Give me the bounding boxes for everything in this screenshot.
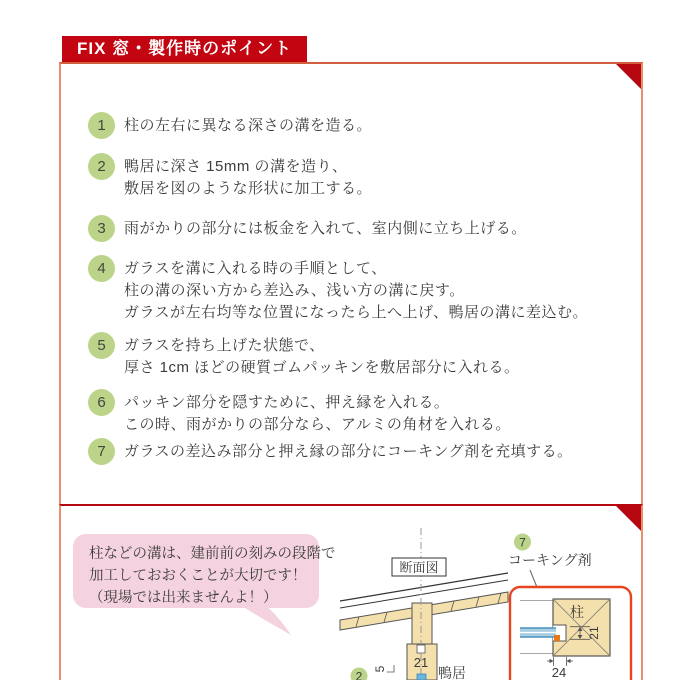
points-panel	[59, 62, 643, 504]
step-7-num: 7	[519, 535, 526, 550]
step-2-num: 2	[355, 669, 363, 680]
kamoi-label: 鴨居	[438, 665, 466, 680]
step-number-badge: 1	[88, 112, 115, 139]
step-text	[124, 153, 372, 200]
step-line: ガラスの差込み部分と押え縁の部分にコーキング剤を充填する。	[124, 443, 573, 460]
post-label: 柱	[570, 604, 584, 620]
step-text	[124, 438, 573, 463]
step-line: 柱の左右に異なる深さの溝を造る。	[124, 117, 373, 134]
step-line: ガラスを持ち上げた状態で、	[124, 337, 325, 354]
step-line: パッキン部分を隠すために、押え縁を入れる。	[124, 394, 450, 411]
cross-section	[340, 528, 508, 680]
step-item-4	[88, 255, 588, 324]
section-label: 断面図	[399, 560, 439, 575]
step-item-6	[88, 389, 511, 436]
step-item-3	[88, 215, 527, 242]
step-line: 雨がかりの部分には板金を入れて、室内側に立ち上げる。	[124, 220, 527, 237]
step-item-7	[88, 438, 573, 465]
caulk-label: コーキング剤	[508, 552, 592, 568]
step-line: 柱の溝の深い方から差込み、浅い方の溝に戻す。	[124, 282, 465, 299]
detail-inset	[508, 534, 631, 680]
dim-21-label: 21	[587, 626, 601, 640]
groove-dim-tick	[387, 665, 394, 672]
step-number-badge: 3	[88, 215, 115, 242]
step-number-badge: 5	[88, 332, 115, 359]
step-number-badge: 6	[88, 389, 115, 416]
diagram-panel	[59, 504, 643, 680]
glass-edge	[417, 674, 426, 680]
bubble-line: 加工しておおくことが大切です！	[89, 568, 307, 584]
step-number-badge: 4	[88, 255, 115, 282]
section-diagram	[59, 504, 643, 680]
step-text	[124, 112, 372, 137]
corner-fold-icon	[616, 64, 641, 89]
step-text	[124, 332, 520, 379]
kamoi-dim-label: 21	[413, 655, 429, 670]
note-bubble	[73, 534, 336, 635]
dim-24-label: 24	[551, 665, 567, 680]
step-text	[124, 255, 588, 324]
step-line: 敷居を図のような形状に加工する。	[124, 180, 373, 197]
caulk-bead	[554, 635, 560, 641]
step-item-2	[88, 153, 372, 200]
step-line: 鴨居に深さ 15mm の溝を造り、	[124, 158, 348, 175]
step-line: 厚さ 1cm ほどの硬質ゴムパッキンを敷居部分に入れる。	[124, 359, 520, 376]
step-item-1	[88, 112, 372, 139]
bubble-line: （現場では出来ませんよ！）	[89, 590, 278, 606]
step-line: この時、雨がかりの部分なら、アルミの角材を入れる。	[124, 416, 511, 433]
hanging-post	[412, 603, 432, 644]
groove-dim-label: 5	[373, 665, 387, 673]
step-line: ガラスが左右均等な位置になったら上へ上げ、鴨居の溝に差込む。	[124, 304, 588, 321]
bubble-line: 柱などの溝は、建前前の刻みの段階で	[89, 546, 336, 562]
step-number-badge: 2	[88, 153, 115, 180]
step-number-badge: 7	[88, 438, 115, 465]
step-line: ガラスを溝に入れる時の手順として、	[124, 260, 387, 277]
page-title: FIX 窓・製作時のポイント	[62, 36, 307, 62]
step-text	[124, 389, 511, 436]
step-item-5	[88, 332, 520, 379]
step-text	[124, 215, 527, 240]
groove-notch	[417, 645, 425, 653]
